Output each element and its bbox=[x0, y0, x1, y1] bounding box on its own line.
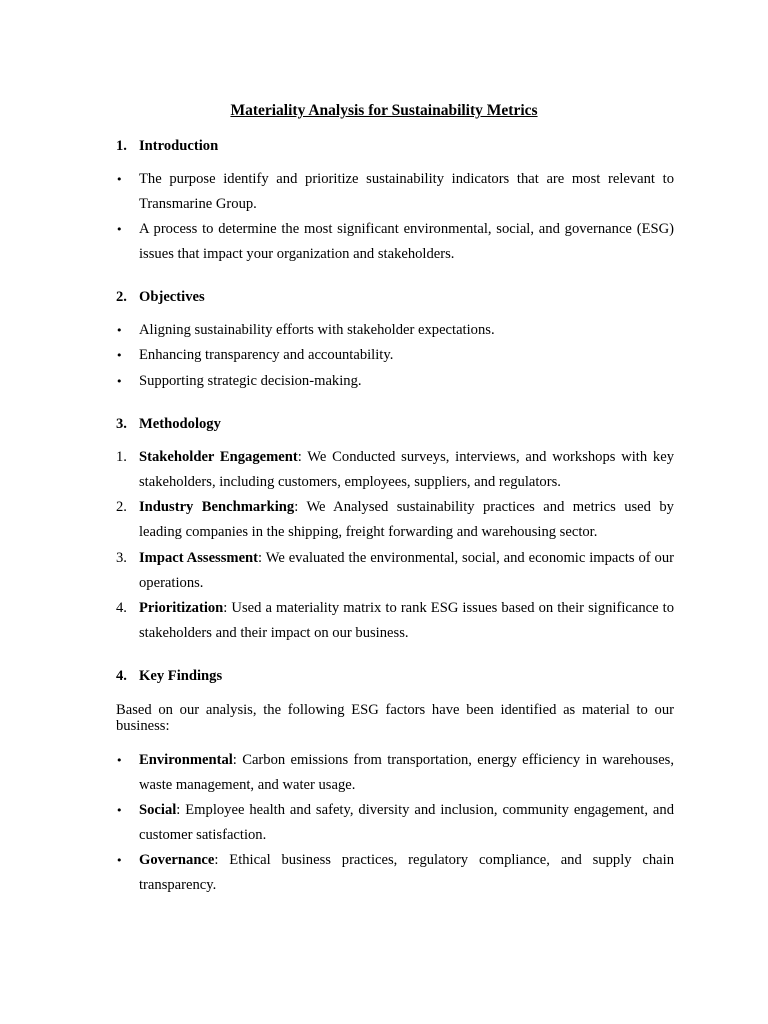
item-term: Social bbox=[139, 802, 177, 818]
document-title: Materiality Analysis for Sustainability Metrics bbox=[230, 102, 538, 119]
section-heading-text: Objectives bbox=[139, 289, 205, 305]
item-description: : Employee health and safety, diversity and inclusion, community engagement, and customer satisfaction. bbox=[139, 802, 674, 843]
section-number: 2. bbox=[116, 289, 127, 305]
list-item bbox=[116, 318, 674, 343]
bullet-icon: • bbox=[116, 173, 123, 186]
list-item bbox=[116, 343, 674, 368]
item-number: 4. bbox=[116, 600, 127, 616]
item-term: Industry Benchmarking bbox=[139, 499, 295, 515]
list-item bbox=[116, 748, 674, 798]
bullet-icon: • bbox=[116, 375, 123, 388]
list-item-text: The purpose identify and prioritize sustainability indicators that are most relevant to Transmarine Group. bbox=[139, 171, 674, 212]
numbered-item-text bbox=[139, 596, 674, 646]
numbered-item bbox=[116, 596, 674, 646]
item-description: : Carbon emissions from transportation, energy efficiency in warehouses, waste management, and water usage. bbox=[139, 752, 674, 793]
section-heading-text: Methodology bbox=[139, 416, 221, 432]
list-item-text bbox=[139, 848, 674, 898]
section-number: 4. bbox=[116, 668, 127, 684]
bullet-icon: • bbox=[116, 754, 123, 767]
item-description: : We Conducted surveys, interviews, and workshops with key stakeholders, including customers, employees, suppliers, and regulators. bbox=[139, 449, 675, 490]
item-term: Impact Assessment bbox=[139, 550, 259, 566]
item-description: : Used a materiality matrix to rank ESG issues based on their significance to stakeholders and their impact on our business. bbox=[139, 600, 674, 641]
numbered-item-text bbox=[139, 546, 674, 596]
numbered-item bbox=[116, 546, 674, 596]
section-heading-text: Key Findings bbox=[139, 668, 223, 684]
item-term: Governance bbox=[139, 852, 215, 868]
section-heading-text: Introduction bbox=[139, 138, 219, 154]
numbered-item-text bbox=[139, 445, 674, 495]
list-item bbox=[116, 217, 674, 267]
bullet-icon: • bbox=[116, 804, 123, 817]
section-heading-methodology bbox=[116, 415, 221, 433]
item-description: : Ethical business practices, regulatory compliance, and supply chain transparency. bbox=[139, 852, 674, 893]
list-item bbox=[116, 167, 674, 217]
bullet-icon: • bbox=[116, 349, 123, 362]
item-term: Prioritization bbox=[139, 600, 224, 616]
item-term: Environmental bbox=[139, 752, 233, 768]
list-item-text bbox=[139, 798, 674, 848]
numbered-item bbox=[116, 445, 674, 495]
list-item-text: Enhancing transparency and accountability. bbox=[139, 347, 394, 363]
item-description: : We evaluated the environmental, social, and economic impacts of our operations. bbox=[139, 550, 675, 591]
section-number: 1. bbox=[116, 138, 127, 154]
section-heading-introduction bbox=[116, 137, 218, 155]
bullet-icon: • bbox=[116, 223, 123, 236]
section-number: 3. bbox=[116, 416, 127, 432]
item-number: 1. bbox=[116, 449, 127, 465]
bullet-icon: • bbox=[116, 324, 123, 337]
list-item-text: Aligning sustainability efforts with stakeholder expectations. bbox=[139, 322, 495, 338]
list-item-text: A process to determine the most significant environmental, social, and governance (ESG) issues that impact your organization and stakeholders. bbox=[139, 221, 674, 262]
list-item-text: Supporting strategic decision-making. bbox=[139, 373, 362, 389]
list-item bbox=[116, 848, 674, 898]
list-item bbox=[116, 369, 674, 394]
item-term: Stakeholder Engagement bbox=[139, 449, 298, 465]
item-description: : We Analysed sustainability practices and metrics used by leading companies in the shipping, freight forwarding and warehousing sector. bbox=[139, 499, 674, 540]
bullet-icon: • bbox=[116, 854, 123, 867]
numbered-item bbox=[116, 495, 674, 545]
key-findings-intro: Based on our analysis, the following ESG factors have been identified as material to our business: bbox=[116, 702, 674, 734]
numbered-item-text bbox=[139, 495, 674, 545]
list-item bbox=[116, 798, 674, 848]
item-number: 2. bbox=[116, 499, 127, 515]
list-item-text bbox=[139, 748, 674, 798]
item-number: 3. bbox=[116, 550, 127, 566]
section-heading-objectives bbox=[116, 288, 205, 306]
section-heading-key-findings bbox=[116, 667, 222, 685]
